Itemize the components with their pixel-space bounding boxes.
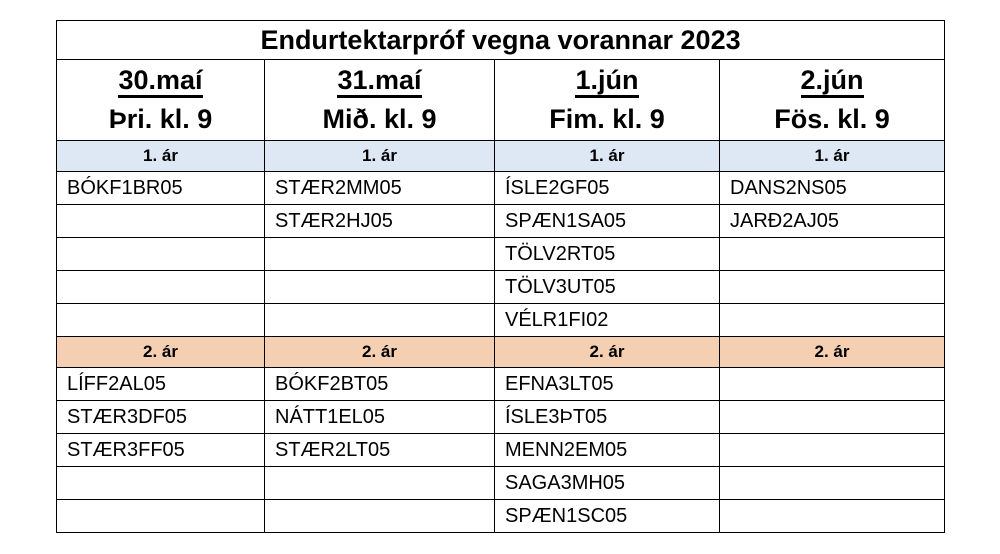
- day-date: [57, 60, 265, 99]
- course-cell: [720, 434, 945, 467]
- day-date-text: 30.maí: [118, 65, 202, 98]
- course-cell: STÆR3DF05: [57, 401, 265, 434]
- time-row: [57, 98, 945, 141]
- year-label: 1. ár: [265, 141, 495, 172]
- course-row: [57, 434, 945, 467]
- course-row: [57, 238, 945, 271]
- course-cell: [57, 271, 265, 304]
- course-row: [57, 271, 945, 304]
- day-date: [495, 60, 720, 99]
- day-date: [265, 60, 495, 99]
- course-cell: [265, 304, 495, 337]
- course-cell: [265, 467, 495, 500]
- course-cell: ÍSLE2GF05: [495, 172, 720, 205]
- day-time: Fös. kl. 9: [720, 98, 945, 141]
- year-label: 1. ár: [720, 141, 945, 172]
- course-cell: [720, 401, 945, 434]
- course-cell: [57, 500, 265, 533]
- day-date: [720, 60, 945, 99]
- year2-header-row: [57, 337, 945, 368]
- course-cell: VÉLR1FI02: [495, 304, 720, 337]
- course-cell: MENN2EM05: [495, 434, 720, 467]
- course-cell: TÖLV3UT05: [495, 271, 720, 304]
- year-label: 2. ár: [720, 337, 945, 368]
- course-cell: STÆR2MM05: [265, 172, 495, 205]
- course-cell: SPÆN1SA05: [495, 205, 720, 238]
- course-row: [57, 172, 945, 205]
- course-row: [57, 304, 945, 337]
- course-cell: JARÐ2AJ05: [720, 205, 945, 238]
- exam-schedule-table: [56, 20, 945, 533]
- course-row: [57, 368, 945, 401]
- course-cell: [720, 304, 945, 337]
- course-cell: ÍSLE3ÞT05: [495, 401, 720, 434]
- course-row: [57, 205, 945, 238]
- date-row: [57, 60, 945, 99]
- day-date-text: 1.jún: [575, 65, 638, 98]
- course-cell: BÓKF2BT05: [265, 368, 495, 401]
- course-cell: EFNA3LT05: [495, 368, 720, 401]
- course-cell: [265, 271, 495, 304]
- course-row: [57, 467, 945, 500]
- year-label: 2. ár: [495, 337, 720, 368]
- course-cell: STÆR2LT05: [265, 434, 495, 467]
- course-cell: DANS2NS05: [720, 172, 945, 205]
- title-row: [57, 21, 945, 60]
- course-row: [57, 401, 945, 434]
- course-cell: [720, 467, 945, 500]
- course-cell: [265, 500, 495, 533]
- day-date-text: 2.jún: [801, 65, 864, 98]
- course-cell: SPÆN1SC05: [495, 500, 720, 533]
- course-cell: BÓKF1BR05: [57, 172, 265, 205]
- course-cell: [57, 304, 265, 337]
- course-cell: [720, 500, 945, 533]
- year-label: 1. ár: [57, 141, 265, 172]
- course-cell: [720, 238, 945, 271]
- day-time: Þri. kl. 9: [57, 98, 265, 141]
- day-time: Mið. kl. 9: [265, 98, 495, 141]
- course-cell: [720, 271, 945, 304]
- course-cell: STÆR3FF05: [57, 434, 265, 467]
- course-cell: NÁTT1EL05: [265, 401, 495, 434]
- year-label: 1. ár: [495, 141, 720, 172]
- course-cell: TÖLV2RT05: [495, 238, 720, 271]
- year-label: 2. ár: [265, 337, 495, 368]
- day-time: Fim. kl. 9: [495, 98, 720, 141]
- year1-header-row: [57, 141, 945, 172]
- course-cell: [57, 205, 265, 238]
- year-label: 2. ár: [57, 337, 265, 368]
- course-cell: [720, 368, 945, 401]
- course-row: [57, 500, 945, 533]
- course-cell: STÆR2HJ05: [265, 205, 495, 238]
- course-cell: [265, 238, 495, 271]
- course-cell: LÍFF2AL05: [57, 368, 265, 401]
- course-cell: SAGA3MH05: [495, 467, 720, 500]
- day-date-text: 31.maí: [337, 65, 421, 98]
- course-cell: [57, 238, 265, 271]
- course-cell: [57, 467, 265, 500]
- schedule-title: Endurtektarpróf vegna vorannar 2023: [57, 21, 945, 60]
